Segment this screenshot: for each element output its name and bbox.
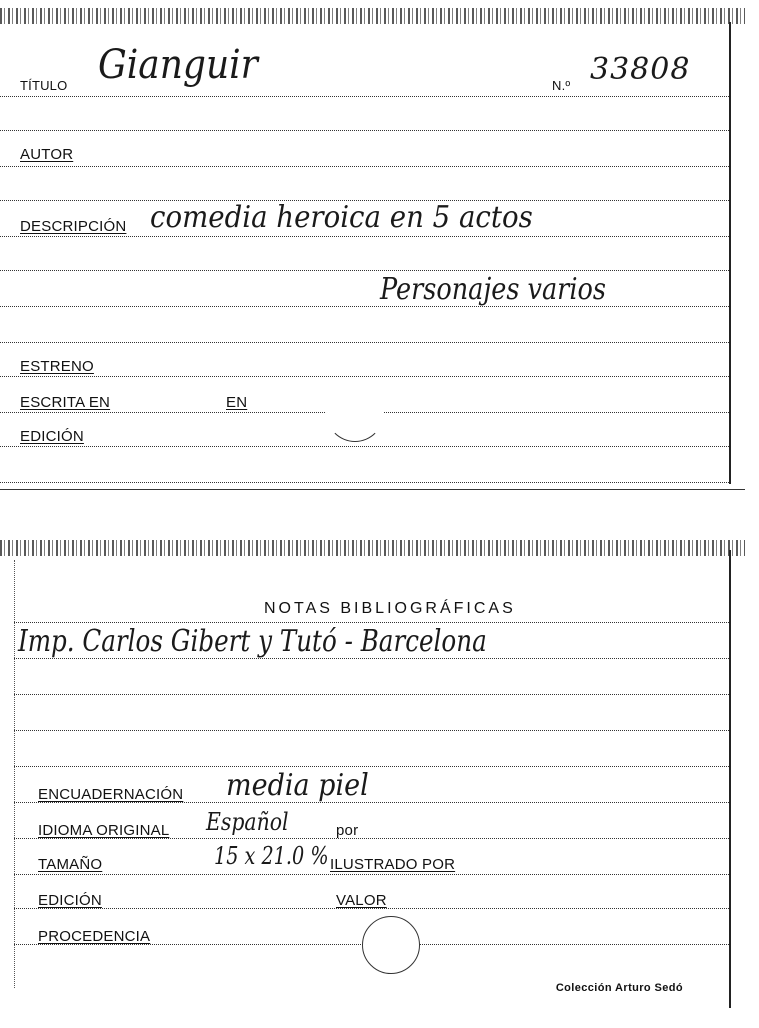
- notas-value: Imp. Carlos Gibert y Tutó - Barcelona: [18, 624, 487, 659]
- encuadernacion-value: media piel: [226, 768, 369, 803]
- por-label: por: [336, 822, 359, 839]
- collection-footer: Colección Arturo Sedó: [555, 982, 683, 994]
- escrita-en-label: ESCRITA EN: [20, 394, 111, 411]
- personajes-value: Personajes varios: [380, 272, 606, 307]
- rule-line: [0, 270, 729, 271]
- encuadernacion-label: ENCUADERNACIÓN: [38, 786, 184, 803]
- valor-label: VALOR: [336, 892, 387, 909]
- estreno-label: ESTRENO: [20, 358, 94, 375]
- idioma-label: IDIOMA ORIGINAL: [38, 822, 170, 839]
- rule-line: [0, 96, 729, 97]
- rule-line: [0, 376, 729, 377]
- idioma-value: Español: [206, 808, 289, 836]
- rule-line: [0, 446, 729, 447]
- card-border-left: [14, 560, 15, 988]
- torn-edge: [0, 540, 745, 556]
- card-border-bottom: [0, 489, 745, 490]
- notas-heading: NOTAS BIBLIOGRÁFICAS: [264, 600, 516, 617]
- rule-line: [14, 730, 729, 731]
- titulo-label: TÍTULO: [20, 78, 68, 93]
- numero-value: 33808: [590, 52, 691, 87]
- edicion-label: EDICIÓN: [38, 892, 102, 909]
- catalog-card-front: [0, 0, 745, 492]
- ilustrado-label: ILUSTRADO POR: [330, 856, 456, 873]
- rule-line: [14, 874, 729, 875]
- card-border-right: [729, 550, 731, 1008]
- torn-edge: [0, 8, 745, 24]
- rule-line: [0, 166, 729, 167]
- numero-label: N.º: [552, 78, 571, 93]
- rule-line: [0, 306, 729, 307]
- punch-hole: [326, 384, 384, 442]
- rule-line: [14, 622, 729, 623]
- descripcion-label: DESCRIPCIÓN: [20, 218, 127, 235]
- tamano-label: TAMAÑO: [38, 856, 103, 873]
- rule-line: [0, 342, 729, 343]
- tamano-value: 15 x 21.0 %: [214, 842, 329, 870]
- procedencia-label: PROCEDENCIA: [38, 928, 151, 945]
- punch-hole: [362, 916, 420, 974]
- titulo-value: Gianguir: [98, 42, 258, 88]
- autor-label: AUTOR: [20, 146, 74, 163]
- en-label: EN: [226, 394, 248, 411]
- rule-line: [0, 236, 729, 237]
- rule-line: [0, 130, 729, 131]
- catalog-card-back: [0, 540, 745, 1028]
- descripcion-value: comedia heroica en 5 actos: [150, 200, 533, 235]
- rule-line: [0, 482, 729, 483]
- rule-line: [14, 766, 729, 767]
- card-border-right: [729, 22, 731, 484]
- rule-line: [14, 694, 729, 695]
- edicion-label: EDICIÓN: [20, 428, 84, 445]
